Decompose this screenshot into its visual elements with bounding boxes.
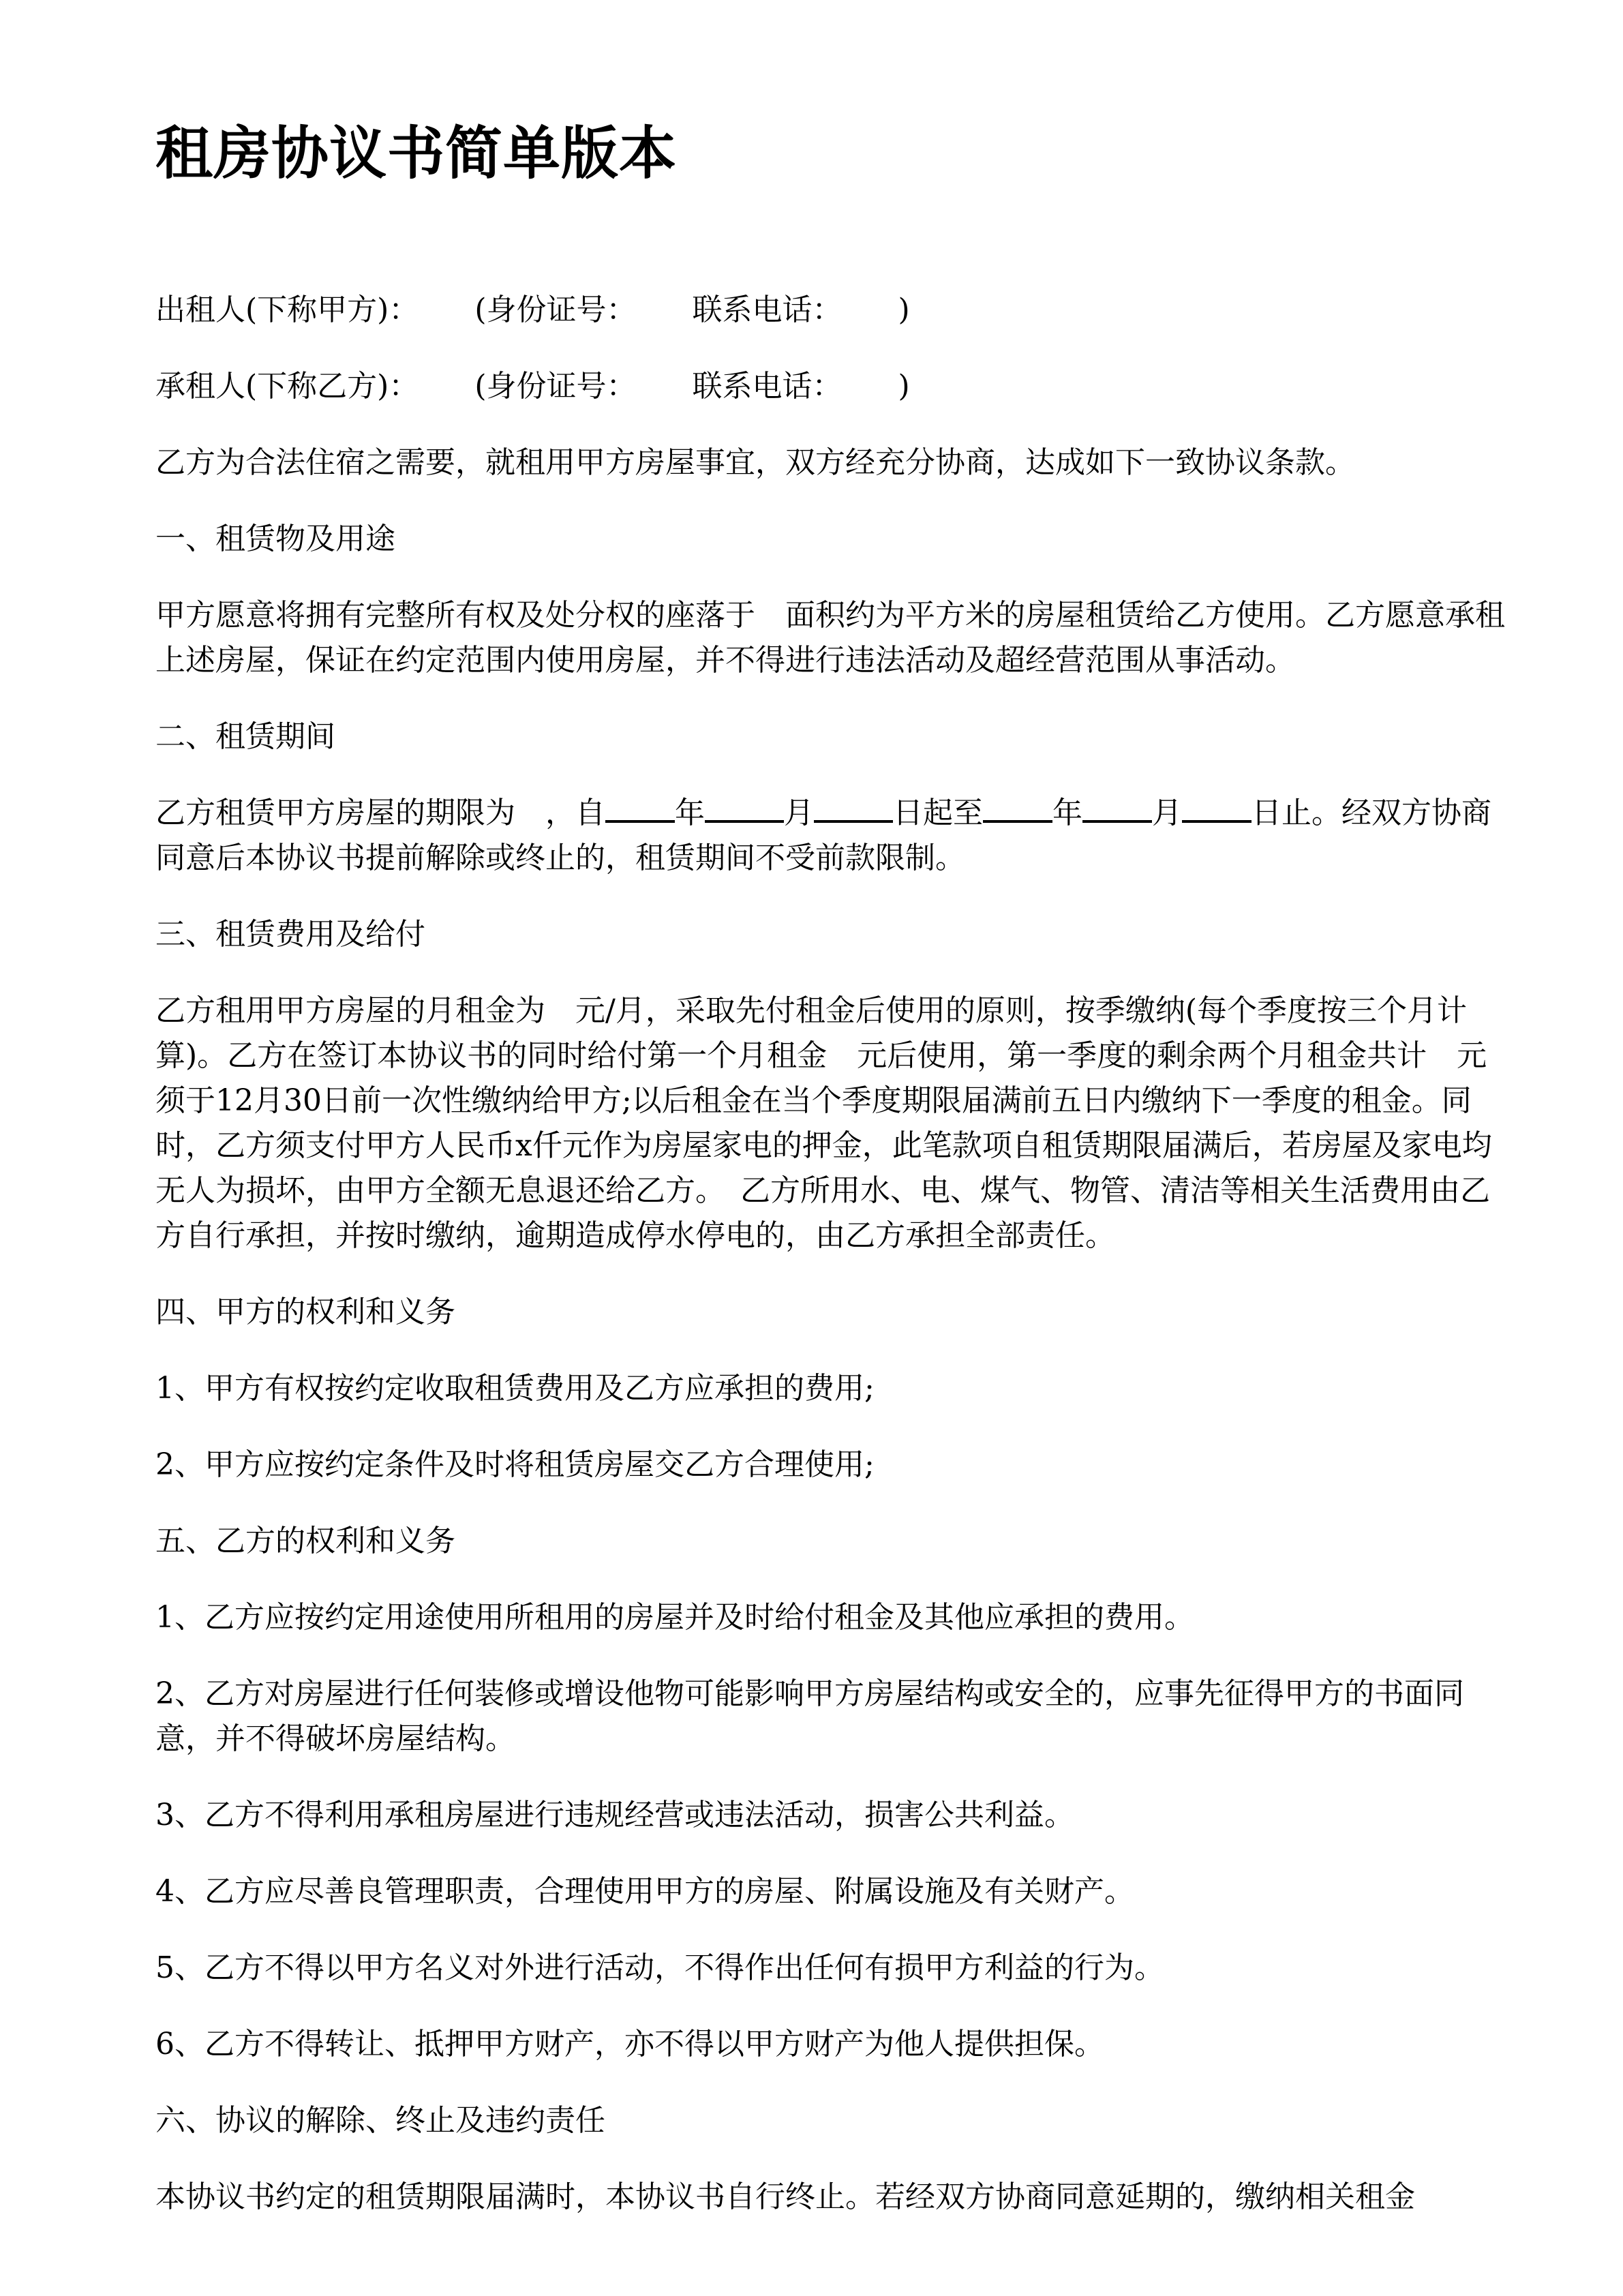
end-day-blank xyxy=(1182,793,1252,823)
document-title: 租房协议书简单版本 xyxy=(155,120,678,187)
section-2-paragraph xyxy=(155,791,1512,881)
party-a-line xyxy=(155,288,1512,333)
term-text-6: 月 xyxy=(1152,796,1182,830)
section-6-heading: 六、协议的解除、终止及违约责任 xyxy=(155,2103,605,2138)
section-1-paragraph: 甲方愿意将拥有完整所有权及处分权的座落于 面积约为平方米的房屋租赁给乙方使用。乙方愿意承租上述房屋，保证在约定范围内使用房屋，并不得进行违法活动及超经营范围从事活动。 xyxy=(155,598,1505,678)
start-day-blank xyxy=(814,793,893,823)
section-5-item-6: 6、乙方不得转让、抵押甲方财产，亦不得以甲方财产为他人提供担保。 xyxy=(155,2027,1104,2061)
term-text-3: 月 xyxy=(784,796,814,830)
section-1-heading: 一、租赁物及用途 xyxy=(155,522,395,556)
end-month-blank xyxy=(1082,793,1152,823)
section-5-item-5: 5、乙方不得以甲方名义对外进行活动，不得作出任何有损甲方利益的行为。 xyxy=(155,1950,1164,1985)
party-a-label: 出租人(下称甲方)： xyxy=(155,292,419,327)
term-text-7: 日止。经双方协商同意后本协议书提前解除或终止的，租赁期间不受前款限制。 xyxy=(155,796,1491,875)
section-3-paragraph: 乙方租用甲方房屋的月租金为 元/月，采取先付租金后使用的原则，按季缴纳(每个季度按三个月计算)。乙方在签订本协议书的同时给付第一个月租金 元后使用，第一季度的剩余两个月租金共计 元须于12月30日前一次性缴纳给甲方;以后租金在当个季度期限届满前五日内缴纳下一季度的租金。同时，乙方须支付甲方人民币x仟元作为房屋家电的押金，此笔款项自租赁期限届满后，若房屋及家电均无人为损坏，由甲方全额无息退还给乙方。 乙方所用水、电、煤气、物管、清洁等相关生活费用由乙方自行承担，并按时缴纳，逾期造成停水停电的，由乙方承担全部责任。 xyxy=(155,993,1492,1253)
term-text-2: 年 xyxy=(675,796,705,830)
document-body xyxy=(155,288,1512,2251)
party-a-phone-label: 联系电话： xyxy=(692,292,843,327)
term-text-5: 年 xyxy=(1052,796,1082,830)
section-6-paragraph: 本协议书约定的租赁期限届满时，本协议书自行终止。若经双方协商同意延期的，缴纳相关租金 xyxy=(155,2179,1415,2214)
section-5-item-3: 3、乙方不得利用承租房屋进行违规经营或违法活动，损害公共利益。 xyxy=(155,1798,1074,1832)
section-4-item-1: 1、甲方有权按约定收取租赁费用及乙方应承担的费用; xyxy=(155,1371,875,1406)
term-text-1: 乙方租赁甲方房屋的期限为 ，自 xyxy=(155,796,605,830)
section-4-item-2: 2、甲方应按约定条件及时将租赁房屋交乙方合理使用; xyxy=(155,1447,875,1482)
party-b-phone-label: 联系电话： xyxy=(692,369,843,404)
section-5-item-1: 1、乙方应按约定用途使用所租用的房屋并及时给付租金及其他应承担的费用。 xyxy=(155,1600,1194,1635)
start-year-blank xyxy=(605,793,675,823)
end-year-blank xyxy=(983,793,1052,823)
party-b-line xyxy=(155,364,1512,409)
party-b-close: ) xyxy=(898,369,910,404)
party-b-id-label: (身份证号： xyxy=(474,369,637,404)
party-a-close: ) xyxy=(898,292,910,327)
term-text-4: 日起至 xyxy=(893,796,983,830)
section-5-item-2: 2、乙方对房屋进行任何装修或增设他物可能影响甲方房屋结构或安全的，应事先征得甲方的书面同意，并不得破坏房屋结构。 xyxy=(155,1676,1464,1756)
section-4-heading: 四、甲方的权利和义务 xyxy=(155,1295,455,1329)
start-month-blank xyxy=(705,793,784,823)
section-5-item-4: 4、乙方应尽善良管理职责，合理使用甲方的房屋、附属设施及有关财产。 xyxy=(155,1874,1134,1909)
party-b-label: 承租人(下称乙方)： xyxy=(155,369,419,404)
section-3-heading: 三、租赁费用及给付 xyxy=(155,917,425,952)
section-2-heading: 二、租赁期间 xyxy=(155,719,335,754)
section-5-heading: 五、乙方的权利和义务 xyxy=(155,1524,455,1558)
intro-paragraph: 乙方为合法住宿之需要，就租用甲方房屋事宜，双方经充分协商，达成如下一致协议条款。 xyxy=(155,445,1355,480)
party-a-id-label: (身份证号： xyxy=(474,292,637,327)
